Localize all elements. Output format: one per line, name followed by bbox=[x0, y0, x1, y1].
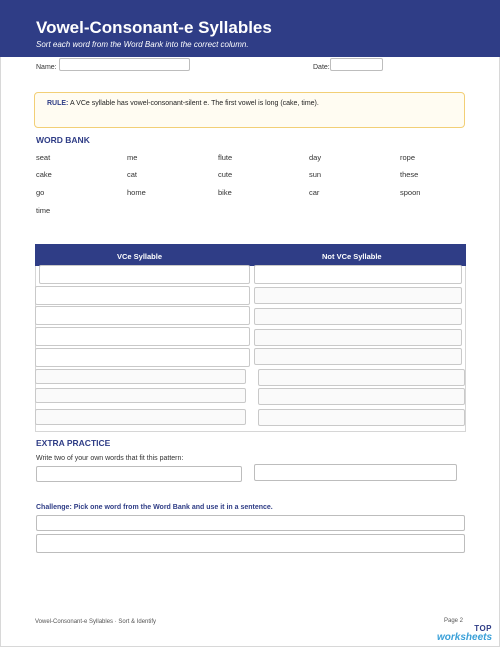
not-vce-answer-cell[interactable] bbox=[254, 348, 462, 365]
extra-practice-title: EXTRA PRACTICE bbox=[36, 438, 111, 448]
word-bank-word: cake bbox=[36, 170, 52, 179]
rule-description: A VCe syllable has vowel-consonant-silent e. The first vowel is long (cake, time). bbox=[69, 100, 319, 107]
name-label: Name: bbox=[36, 64, 57, 71]
rule-key: RULE: bbox=[47, 100, 69, 107]
page-subtitle: Sort each word from the Word Bank into the correct column. bbox=[36, 40, 249, 49]
rule-box bbox=[34, 92, 465, 128]
date-label: Date: bbox=[313, 64, 330, 71]
rule-text bbox=[47, 100, 319, 107]
not-vce-answer-cell[interactable] bbox=[258, 369, 465, 386]
word-bank-word: sun bbox=[309, 170, 322, 179]
sort-table-header bbox=[35, 244, 466, 266]
not-vce-answer-cell[interactable] bbox=[254, 329, 462, 346]
word-bank-word: flute bbox=[218, 153, 233, 162]
not-vce-answer-cell[interactable] bbox=[254, 308, 462, 325]
vce-answer-cell[interactable] bbox=[39, 265, 250, 284]
vce-answer-cell[interactable] bbox=[35, 286, 250, 305]
date-field[interactable] bbox=[330, 58, 383, 71]
word-bank-word: day bbox=[309, 153, 322, 162]
word-bank-word: go bbox=[36, 188, 45, 197]
not-vce-answer-cell[interactable] bbox=[258, 388, 465, 405]
word-bank-word: me bbox=[127, 153, 138, 162]
word-bank-word: bike bbox=[218, 188, 232, 197]
not-vce-answer-cell[interactable] bbox=[258, 409, 465, 426]
brand-logo bbox=[437, 625, 492, 643]
not-vce-answer-cell[interactable] bbox=[254, 287, 462, 304]
sentence-line-2[interactable] bbox=[36, 534, 465, 553]
logo-top: TOP bbox=[474, 624, 493, 633]
challenge-title: Challenge: Pick one word from the Word Bank and use it in a sentence. bbox=[36, 504, 273, 511]
word-bank-word: cat bbox=[127, 170, 138, 179]
word-bank-word: seat bbox=[36, 153, 51, 162]
vce-answer-cell[interactable] bbox=[35, 306, 250, 325]
vce-answer-cell[interactable] bbox=[35, 348, 250, 367]
word-bank-title: WORD BANK bbox=[36, 135, 90, 145]
sentence-line-1[interactable] bbox=[36, 515, 465, 531]
vce-answer-cell[interactable] bbox=[35, 409, 246, 425]
own-word-field-1[interactable] bbox=[36, 466, 242, 482]
vce-answer-cell[interactable] bbox=[35, 388, 246, 403]
page-title: Vowel-Consonant-e Syllables bbox=[36, 18, 272, 37]
vce-answer-cell[interactable] bbox=[35, 369, 246, 384]
word-bank-word: spoon bbox=[400, 188, 421, 197]
footer-text: Vowel-Consonant-e Syllables · Sort & Identify bbox=[35, 619, 157, 625]
not-vce-answer-cell[interactable] bbox=[254, 265, 462, 284]
word-bank-word: car bbox=[309, 188, 320, 197]
word-bank-word: rope bbox=[400, 153, 416, 162]
extra-practice-instruction: Write two of your own words that fit this pattern: bbox=[36, 455, 184, 462]
own-word-field-2[interactable] bbox=[254, 464, 457, 481]
vce-answer-cell[interactable] bbox=[35, 327, 250, 346]
name-field[interactable] bbox=[59, 58, 190, 71]
logo-worksheets: worksheets bbox=[437, 632, 493, 643]
word-bank-word: cute bbox=[218, 170, 233, 179]
page-number: Page 2 bbox=[444, 618, 464, 624]
word-bank-word: time bbox=[36, 206, 51, 215]
column-header-vce: VCe Syllable bbox=[117, 252, 163, 261]
word-bank-word: home bbox=[127, 188, 146, 197]
header-banner bbox=[0, 0, 500, 57]
column-header-not-vce: Not VCe Syllable bbox=[322, 252, 382, 261]
word-bank-word: these bbox=[400, 170, 419, 179]
